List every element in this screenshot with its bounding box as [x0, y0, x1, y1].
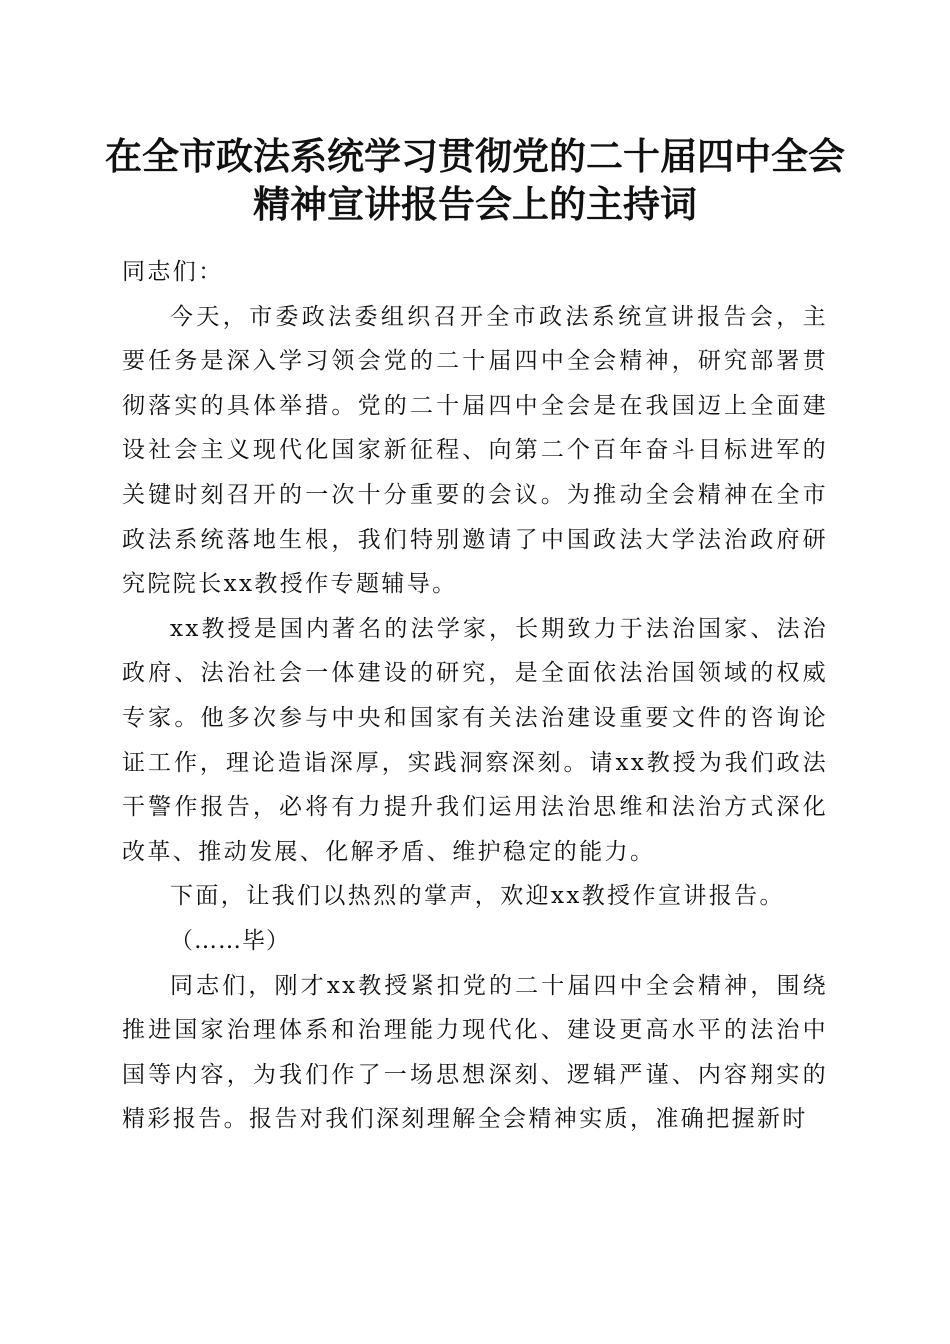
salutation: 同志们：: [122, 259, 224, 285]
paragraph-opening: 今天，市委政法委组织召开全市政法系统宣讲报告会，主要任务是深入学习领会党的二十届四中全会精神，研究部署贯彻落实的具体举措。党的二十届四中全会是在我国迈上全面建设社会主义现代化国家新征程、向第二个百年奋斗目标进军的关键时刻召开的一次十分重要的会议。为推动全会精神在全市政法系统落地生根，我们特别邀请了中国政法大学法治政府研究院院长xx教授作专题辅导。: [122, 303, 828, 598]
document-title: [100, 132, 850, 228]
paragraph-closing: 同志们，刚才xx教授紧扣党的二十届四中全会精神，围绕推进国家治理体系和治理能力现代化、建设更高水平的法治中国等内容，为我们作了一场思想深刻、逻辑严谨、内容翔实的精彩报告。报告对我们深刻理解全会精神实质，准确把握新时: [122, 972, 828, 1133]
end-mark: （……毕）: [170, 927, 290, 954]
title-line-2: 精神宣讲报告会上的主持词: [253, 182, 697, 226]
document-body: [122, 250, 828, 1142]
paragraph-welcome: 下面，让我们以热烈的掌声，欢迎xx教授作宣讲报告。: [170, 883, 785, 910]
title-line-1: 在全市政法系统学习贯彻党的二十届四中全会: [105, 134, 845, 178]
paragraph-speaker-intro: xx教授是国内著名的法学家，长期致力于法治国家、法治政府、法治社会一体建设的研究，是全面依法治国领域的权威专家。他多次参与中央和国家有关法治建设重要文件的咨询论证工作，理论造诣深厚，实践洞察深刻。请xx教授为我们政法干警作报告，必将有力提升我们运用法治思维和法治方式深化改革、推动发展、化解矛盾、维护稳定的能力。: [122, 615, 828, 865]
